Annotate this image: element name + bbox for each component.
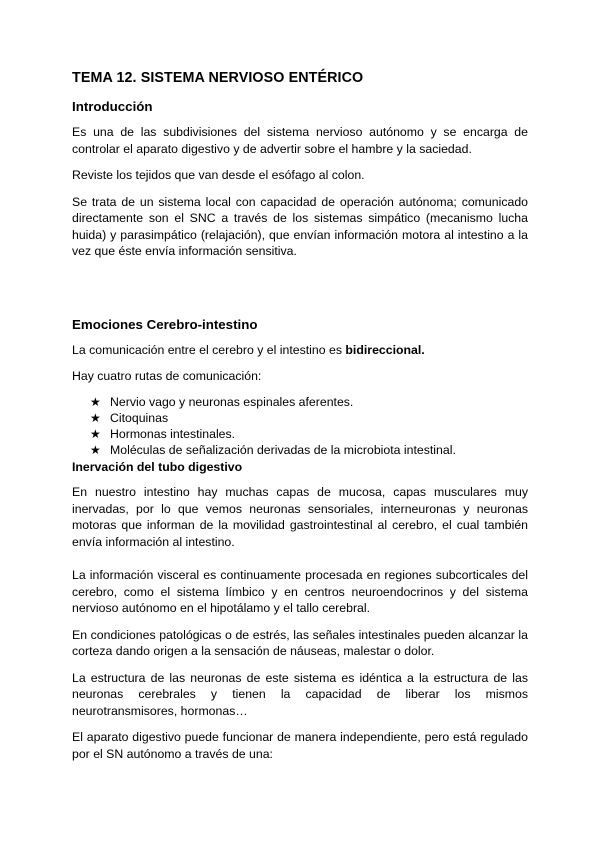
section-heading-emociones: Emociones Cerebro-intestino bbox=[72, 316, 258, 332]
inervacion-paragraph-3: En condiciones patológicas o de estrés, las señales intestinales pueden alcanzar la corteza dando origen a la sensación de náuseas, malestar o dolor. bbox=[72, 627, 528, 659]
document-title: TEMA 12. SISTEMA NERVIOSO ENTÉRICO bbox=[72, 70, 364, 86]
list-item-text: Moléculas de señalización derivadas de la microbiota intestinal. bbox=[110, 443, 456, 458]
emociones-paragraph-1-text: La comunicación entre el cerebro y el intestino es bbox=[72, 342, 346, 357]
emociones-paragraph-2: Hay cuatro rutas de comunicación: bbox=[72, 369, 262, 383]
inervacion-paragraph-4: La estructura de las neuronas de este sistema es idéntica a la estructura de las neuronas cerebrales y tienen la capacidad de liberar los mismos neurotransmisores, hormonas… bbox=[72, 670, 528, 718]
list-item bbox=[90, 394, 528, 410]
list-item bbox=[90, 410, 528, 426]
list-item bbox=[90, 442, 528, 458]
section-spacer bbox=[72, 260, 528, 316]
star-bullet-icon: ★ bbox=[90, 394, 101, 409]
inervacion-paragraph-2: La información visceral es continuamente procesada en regiones subcorticales del cerebro, como el sistema límbico y en centros neuroendocrinos y del sistema nervioso autónomo en el hipotálamo y el tallo cerebral. bbox=[72, 568, 528, 616]
inervacion-paragraph-1: En nuestro intestino hay muchas capas de mucosa, capas musculares muy inervadas, por lo que vemos neuronas sensoriales, interneuronas y neuronas motoras que informan de la movilidad gastrointestinal al cerebro, el cual también envía información al intestino. bbox=[72, 485, 528, 549]
list-item-text: Citoquinas bbox=[110, 410, 169, 425]
section-heading-introduccion: Introducción bbox=[72, 99, 153, 114]
star-bullet-icon: ★ bbox=[90, 410, 101, 425]
intro-paragraph-3: Se trata de un sistema local con capacidad de operación autónoma; comunicado directamente son el SNC a través de los sistemas simpático (mecanismo lucha huida) y parasimpático (relajación), que envían información motora al intestino a la vez que éste envía información sensitiva. bbox=[72, 194, 528, 258]
emociones-paragraph-1 bbox=[72, 342, 528, 359]
intro-paragraph-1: Es una de las subdivisiones del sistema nervioso autónomo y se encarga de controlar el aparato digestivo y de advertir sobre el hambre y la saciedad. bbox=[72, 125, 528, 156]
intro-paragraph-2: Reviste los tejidos que van desde el esófago al colon. bbox=[72, 168, 365, 182]
list-item-text: Nervio vago y neuronas espinales aferentes. bbox=[110, 394, 354, 409]
communication-routes-list bbox=[72, 394, 528, 459]
emociones-paragraph-1-bold: bidireccional. bbox=[345, 342, 425, 357]
list-item-text: Hormonas intestinales. bbox=[110, 426, 236, 441]
list-item bbox=[90, 426, 528, 442]
section-heading-inervacion: Inervación del tubo digestivo bbox=[72, 460, 243, 475]
star-bullet-icon: ★ bbox=[90, 443, 101, 458]
star-bullet-icon: ★ bbox=[90, 426, 101, 441]
inervacion-paragraph-5: El aparato digestivo puede funcionar de manera independiente, pero está regulado por el SN autónomo a través de una: bbox=[72, 730, 528, 761]
